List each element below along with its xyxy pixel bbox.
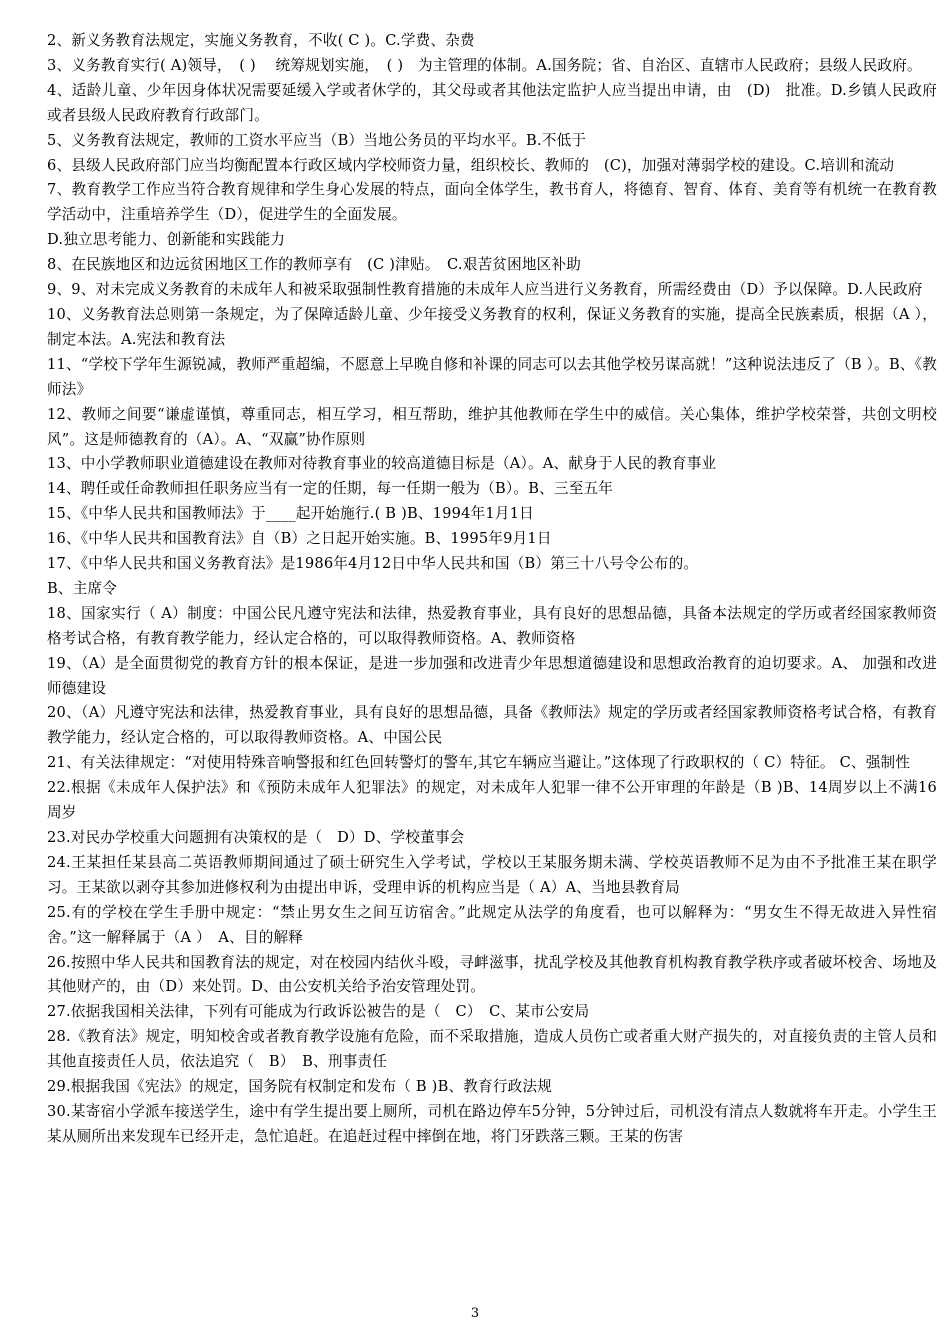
question-item: 29.根据我国《宪法》的规定，国务院有权制定和发布（ B )B、教育行政法规 (47, 1078, 553, 1096)
question-item: 18、国家实行（ A）制度：中国公民凡遵守宪法和法律，热爱教育事业，具有良好的思想品德，具备本法规定的学历或者经国家教师资格考试合格，有教育教学能力，经认定合格的，可以取得教师资格。A、教师资格 (47, 604, 937, 647)
question-item: 6、县级人民政府部门应当均衡配置本行政区域内学校师资力量，组织校长、教师的 (C)，加强对薄弱学校的建设。C.培训和流动 (47, 156, 895, 174)
question-item: 15、《中华人民共和国教师法》于____起开始施行.( B )B、1994年1月1日 (47, 505, 534, 523)
question-item: 3、义务教育实行( A)领导， ( ) 统筹规划实施， ( ) 为主管理的体制。A.国务院；省、自治区、直辖市人民政府；县级人民政府。 (47, 56, 922, 74)
question-item: 16、《中华人民共和国教育法》自（B）之日起开始实施。B、1995年9月1日 (47, 530, 552, 548)
question-item: 24.王某担任某县高二英语教师期间通过了硕士研究生入学考试，学校以王某服务期未满、学校英语教师不足为由不予批准王某在职学习。王某欲以剥夺其参加进修权利为由提出申诉，受理申诉的机构应当是（ A）A、当地县教育局 (47, 853, 937, 896)
question-item: 12、教师之间要“谦虚谨慎，尊重同志，相互学习，相互帮助，维护其他教师在学生中的威信。关心集体，维护学校荣誉，共创文明校风”。这是师德教育的（A）。A、“双赢”协作原则 (47, 405, 937, 448)
question-item: 14、聘任或任命教师担任职务应当有一定的任期，每一任期一般为（B）。B、三至五年 (47, 480, 614, 498)
question-item: 5、义务教育法规定，教师的工资水平应当（B）当地公务员的平均水平。B.不低于 (47, 131, 587, 149)
question-item: 13、中小学教师职业道德建设在教师对待教育事业的较高道德目标是（A）。A、献身于人民的教育事业 (47, 455, 717, 473)
question-item: 9、9、对未完成义务教育的未成年人和被采取强制性教育措施的未成年人应当进行义务教育，所需经费由（D）予以保障。D.人民政府 (47, 281, 923, 299)
question-item: 7、教育教学工作应当符合教育规律和学生身心发展的特点，面向全体学生，教书育人，将德育、智育、体育、美育等有机统一在教育教学活动中，注重培养学生（D），促进学生的全面发展。 (47, 181, 937, 224)
question-item: 11、“学校下学年生源锐减，教师严重超编，不愿意上早晚自修和补课的同志可以去其他学校另谋高就！”这种说法违反了（B ）。B、《教师法》 (47, 355, 937, 398)
question-item: 21、有关法律规定：“对使用特殊音响警报和红色回转警灯的警车,其它车辆应当避让。”这体现了行政职权的（ C）特征。 C、强制性 (47, 754, 911, 772)
question-item: 30.某寄宿小学派车接送学生，途中有学生提出要上厕所，司机在路边停车5分钟，5分钟过后，司机没有清点人数就将车开走。小学生王某从厕所出来发现车已经开走，急忙追赶。在追赶过程中摔倒在地，将门牙跌落三颗。王某的伤害 (47, 1102, 937, 1145)
question-item: 22.根据《未成年人保护法》和《预防未成年人犯罪法》的规定，对未成年人犯罪一律不公开审理的年龄是（B )B、14周岁以上不满16周岁 (47, 779, 937, 822)
page-number: 3 (470, 1306, 480, 1321)
question-item: 19、（A）是全面贯彻党的教育方针的根本保证，是进一步加强和改进青少年思想道德建设和思想政治教育的迫切要求。A、 加强和改进师德建设 (47, 654, 937, 697)
question-item: 23.对民办学校重大问题拥有决策权的是（ D）D、学校董事会 (47, 829, 465, 846)
question-item: 8、在民族地区和边远贫困地区工作的教师享有 (C )津贴。 C.艰苦贫困地区补助 (47, 256, 582, 274)
question-item: 26.按照中华人民共和国教育法的规定，对在校园内结伙斗殴，寻衅滋事，扰乱学校及其他教育机构教育教学秩序或者破坏校舍、场地及其他财产的，由（D）来处罚。D、由公安机关给予治安管理处罚。 (47, 953, 937, 996)
question-item: 10、义务教育法总则第一条规定，为了保障适龄儿童、少年接受义务教育的权利，保证义务教育的实施，提高全民族素质，根据（A ），制定本法。A.宪法和教育法 (47, 305, 937, 348)
question-item: 27.依据我国相关法律，下列有可能成为行政诉讼被告的是（ C） C、某市公安局 (47, 1003, 590, 1021)
question-item: 25.有的学校在学生手册中规定：“禁止男女生之间互访宿舍。”此规定从法学的角度看，也可以解释为：“男女生不得无故进入异性宿舍。”这一解释属于（A ） A、目的解释 (47, 903, 937, 946)
question-item: D.独立思考能力、创新能和实践能力 (47, 231, 286, 249)
question-list (47, 29, 937, 1150)
question-item: B、主席令 (47, 579, 118, 597)
question-item: 17、《中华人民共和国义务教育法》是1986年4月12日中华人民共和国（B）第三十八号令公布的。 (47, 555, 699, 573)
question-item: 4、适龄儿童、少年因身体状况需要延缓入学或者休学的，其父母或者其他法定监护人应当提出申请，由 (D) 批准。D.乡镇人民政府或者县级人民政府教育行政部门。 (47, 81, 937, 124)
question-item: 2、新义务教育法规定，实施义务教育，不收( C )。C.学费、杂费 (47, 32, 475, 49)
question-item: 28.《教育法》规定，明知校舍或者教育教学设施有危险，而不采取措施，造成人员伤亡或者重大财产损失的，对直接负责的主管人员和其他直接责任人员，依法追究（ B） B、刑事责任 (47, 1028, 937, 1071)
question-item: 20、（A）凡遵守宪法和法律，热爱教育事业，具有良好的思想品德，具备《教师法》规定的学历或者经国家教师资格考试合格，有教育教学能力，经认定合格的，可以取得教师资格。A、中国公民 (47, 704, 937, 747)
